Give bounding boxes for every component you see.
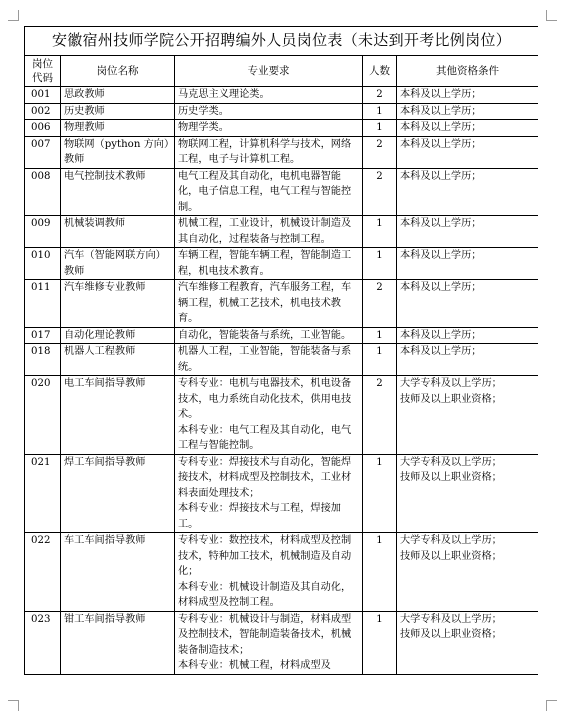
cell-name: 机械装调教师 xyxy=(61,216,175,248)
table-title: 安徽宿州技师学院公开招聘编外人员岗位表（未达到开考比例岗位） xyxy=(25,27,539,56)
positions-table xyxy=(24,26,538,675)
cell-name: 汽车（智能网联方向）教师 xyxy=(61,248,175,280)
cell-code: 008 xyxy=(25,168,61,216)
cell-code: 021 xyxy=(25,454,61,533)
table-row xyxy=(25,533,539,612)
cell-name: 汽车维修专业教师 xyxy=(61,280,175,328)
cell-code: 020 xyxy=(25,376,61,455)
document-page xyxy=(24,26,538,715)
table-row xyxy=(25,136,539,168)
cell-other: 本科及以上学历； xyxy=(397,344,539,376)
cell-name: 钳工车间指导教师 xyxy=(61,611,175,674)
cell-code: 010 xyxy=(25,248,61,280)
cell-name: 自动化理论教师 xyxy=(61,327,175,344)
cell-other: 本科及以上学历； xyxy=(397,103,539,120)
cell-major: 专科专业：数控技术，材料成型及控制技术，特种加工技术，机械制造及自动化； 本科专业：机械设计制造及其自动化，材料成型及控制工程。 xyxy=(175,533,363,612)
crop-mark-bottom-right xyxy=(546,700,557,711)
cell-major: 物理学类。 xyxy=(175,120,363,137)
cell-other: 本科及以上学历； xyxy=(397,216,539,248)
cell-major: 机械工程，工业设计，机械设计制造及其自动化，过程装备与控制工程。 xyxy=(175,216,363,248)
crop-mark-top-left xyxy=(8,10,19,21)
cell-other: 大学专科及以上学历； 技师及以上职业资格； xyxy=(397,376,539,455)
cell-count: 1 xyxy=(363,327,397,344)
table-row xyxy=(25,327,539,344)
table-body xyxy=(25,87,539,675)
cell-name: 历史教师 xyxy=(61,103,175,120)
cell-code: 001 xyxy=(25,87,61,104)
cell-code: 011 xyxy=(25,280,61,328)
cell-other: 大学专科及以上学历； 技师及以上职业资格； xyxy=(397,611,539,674)
cell-other: 本科及以上学历； xyxy=(397,327,539,344)
cell-code: 007 xyxy=(25,136,61,168)
cell-major: 历史学类。 xyxy=(175,103,363,120)
cell-count: 2 xyxy=(363,136,397,168)
cell-count: 2 xyxy=(363,376,397,455)
cell-name: 机器人工程教师 xyxy=(61,344,175,376)
cell-code: 006 xyxy=(25,120,61,137)
cell-code: 023 xyxy=(25,611,61,674)
cell-count: 1 xyxy=(363,533,397,612)
cell-count: 2 xyxy=(363,87,397,104)
cell-name: 焊工车间指导教师 xyxy=(61,454,175,533)
cell-count: 2 xyxy=(363,168,397,216)
cell-major: 马克思主义理论类。 xyxy=(175,87,363,104)
cell-code: 009 xyxy=(25,216,61,248)
crop-mark-top-right xyxy=(546,10,557,21)
table-row xyxy=(25,280,539,328)
table-row xyxy=(25,454,539,533)
cell-major: 机器人工程，工业智能，智能装备与系统。 xyxy=(175,344,363,376)
table-row xyxy=(25,87,539,104)
table-row xyxy=(25,376,539,455)
cell-count: 1 xyxy=(363,120,397,137)
cell-major: 专科专业：焊接技术与自动化，智能焊接技术，材料成型及控制技术，工业材料表面处理技术； 本科专业：焊接技术与工程，焊接加工。 xyxy=(175,454,363,533)
cell-major: 自动化，智能装备与系统，工业智能。 xyxy=(175,327,363,344)
header-name: 岗位名称 xyxy=(61,56,175,87)
cell-major: 电气工程及其自动化，电机电器智能化，电子信息工程，电气工程与智能控制。 xyxy=(175,168,363,216)
cell-code: 018 xyxy=(25,344,61,376)
cell-other: 本科及以上学历； xyxy=(397,136,539,168)
cell-other: 本科及以上学历； xyxy=(397,168,539,216)
cell-major: 专科专业：电机与电器技术，机电设备技术，电力系统自动化技术，供用电技术。 本科专业：电气工程及其自动化，电气工程与智能控制。 xyxy=(175,376,363,455)
header-code: 岗位 代码 xyxy=(25,56,61,87)
cell-code: 002 xyxy=(25,103,61,120)
cell-major: 专科专业：机械设计与制造，材料成型及控制技术，智能制造装备技术，机械装备制造技术； 本科专业：机械工程，材料成型及 xyxy=(175,611,363,674)
cell-count: 1 xyxy=(363,344,397,376)
cell-count: 1 xyxy=(363,248,397,280)
table-row xyxy=(25,344,539,376)
header-row xyxy=(25,56,539,87)
cell-name: 电气控制技术教师 xyxy=(61,168,175,216)
header-other: 其他资格条件 xyxy=(397,56,539,87)
cell-count: 1 xyxy=(363,103,397,120)
cell-other: 大学专科及以上学历； 技师及以上职业资格； xyxy=(397,533,539,612)
cell-other: 本科及以上学历； xyxy=(397,248,539,280)
cell-major: 车辆工程，智能车辆工程，智能制造工程，机电技术教育。 xyxy=(175,248,363,280)
cell-code: 017 xyxy=(25,327,61,344)
cell-major: 汽车维修工程教育，汽车服务工程，车辆工程，机械工艺技术，机电技术教育。 xyxy=(175,280,363,328)
cell-other: 大学专科及以上学历； 技师及以上职业资格； xyxy=(397,454,539,533)
cell-code: 022 xyxy=(25,533,61,612)
crop-mark-bottom-left xyxy=(8,700,19,711)
cell-name: 电工车间指导教师 xyxy=(61,376,175,455)
header-major: 专业要求 xyxy=(175,56,363,87)
cell-other: 本科及以上学历； xyxy=(397,87,539,104)
table-row xyxy=(25,248,539,280)
cell-other: 本科及以上学历； xyxy=(397,280,539,328)
cell-major: 物联网工程，计算机科学与技术，网络工程，电子与计算机工程。 xyxy=(175,136,363,168)
cell-count: 1 xyxy=(363,216,397,248)
cell-count: 1 xyxy=(363,454,397,533)
table-row xyxy=(25,168,539,216)
table-row xyxy=(25,103,539,120)
cell-name: 物理教师 xyxy=(61,120,175,137)
cell-name: 物联网（python 方向）教师 xyxy=(61,136,175,168)
cell-name: 思政教师 xyxy=(61,87,175,104)
cell-name: 车工车间指导教师 xyxy=(61,533,175,612)
table-row xyxy=(25,120,539,137)
cell-count: 1 xyxy=(363,611,397,674)
cell-count: 2 xyxy=(363,280,397,328)
cell-other: 本科及以上学历； xyxy=(397,120,539,137)
table-row xyxy=(25,611,539,674)
header-count: 人数 xyxy=(363,56,397,87)
table-row xyxy=(25,216,539,248)
